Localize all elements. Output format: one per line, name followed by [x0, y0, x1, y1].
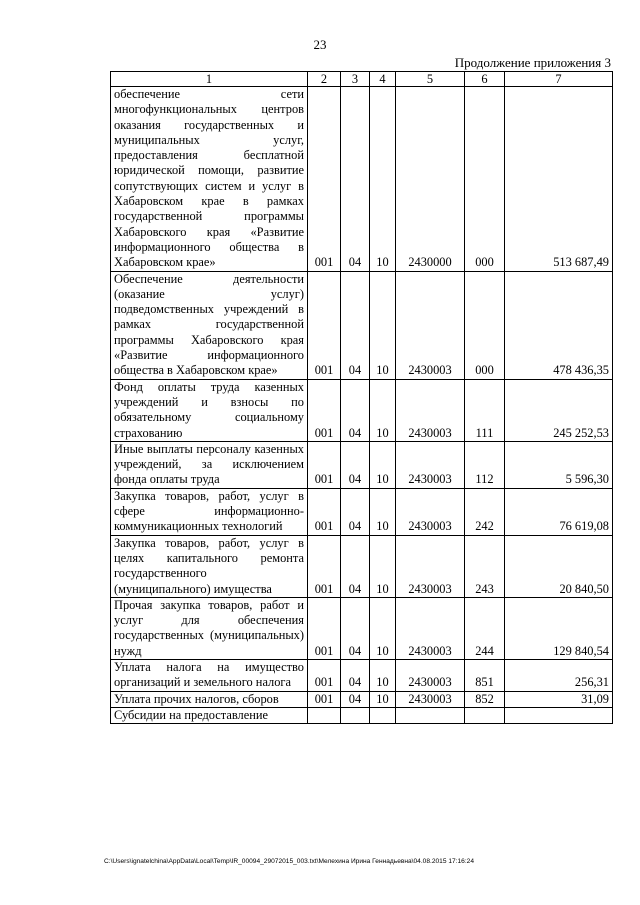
row-name: Закупка товаров, работ, услуг в сфере информационно-коммуникационных технологий [111, 488, 308, 535]
cell-amount: 256,31 [505, 659, 613, 691]
table-row [111, 488, 613, 535]
row-name: Субсидии на предоставление [111, 707, 308, 723]
cell-section: 04 [341, 659, 370, 691]
table-row [111, 87, 613, 272]
cell-ministry: 001 [308, 441, 341, 488]
cell-subsection: 10 [370, 87, 396, 272]
row-name: Закупка товаров, работ, услуг в целях капитального ремонта государственного (муниципального) имущества [111, 535, 308, 597]
cell-ministry: 001 [308, 535, 341, 597]
cell-section: 04 [341, 488, 370, 535]
cell-target: 2430003 [396, 691, 465, 707]
cell-amount: 20 840,50 [505, 535, 613, 597]
cell-amount: 245 252,53 [505, 379, 613, 441]
cell-target [396, 707, 465, 723]
column-header: 3 [341, 72, 370, 87]
cell-amount: 31,09 [505, 691, 613, 707]
cell-target: 2430003 [396, 535, 465, 597]
cell-amount: 76 619,08 [505, 488, 613, 535]
cell-section: 04 [341, 597, 370, 659]
cell-expense-type: 112 [465, 441, 505, 488]
column-header: 4 [370, 72, 396, 87]
column-header: 7 [505, 72, 613, 87]
cell-subsection: 10 [370, 691, 396, 707]
table-row [111, 659, 613, 691]
row-name: Уплата налога на имущество организаций и земельного налога [111, 659, 308, 691]
page-number: 23 [313, 37, 327, 52]
cell-ministry [308, 707, 341, 723]
cell-expense-type: 000 [465, 87, 505, 272]
table-row [111, 379, 613, 441]
cell-ministry: 001 [308, 87, 341, 272]
cell-expense-type [465, 707, 505, 723]
file-path-footer: C:\Users\ignatelchina\AppData\Local\Temp\IR_00094_29072015_003.txt\Мелехина Ирина Геннадьевна\04.08.2015 17:16:24 [104, 858, 475, 865]
cell-subsection: 10 [370, 659, 396, 691]
row-name: Обеспечение деятельности (оказание услуг) подведомственных учреждений в рамках государственной программы Хабаровского края «Развитие информационного общества в Хабаровском крае» [111, 271, 308, 379]
continuation-label: Продолжение приложения 3 [454, 55, 611, 70]
budget-table [110, 71, 613, 724]
table-row [111, 535, 613, 597]
column-header: 1 [111, 72, 308, 87]
cell-amount: 129 840,54 [505, 597, 613, 659]
cell-section: 04 [341, 691, 370, 707]
cell-target: 2430003 [396, 597, 465, 659]
column-header: 2 [308, 72, 341, 87]
cell-target: 2430003 [396, 379, 465, 441]
table-row [111, 271, 613, 379]
cell-subsection: 10 [370, 271, 396, 379]
cell-subsection [370, 707, 396, 723]
column-header: 6 [465, 72, 505, 87]
cell-expense-type: 111 [465, 379, 505, 441]
cell-expense-type: 244 [465, 597, 505, 659]
row-name: Фонд оплаты труда казенных учреждений и взносы по обязательному социальному страхованию [111, 379, 308, 441]
cell-section: 04 [341, 271, 370, 379]
cell-section: 04 [341, 87, 370, 272]
cell-ministry: 001 [308, 271, 341, 379]
cell-section: 04 [341, 379, 370, 441]
cell-amount: 513 687,49 [505, 87, 613, 272]
row-name: обеспечение сети многофункциональных центров оказания государственных и муниципальных услуг, предоставления бесплатной юридической помощи, развитие сопутствующих систем и услуг в Хабаровском крае в рамках государственной программы Хабаровского края «Развитие информационного общества в Хабаровском крае» [111, 87, 308, 272]
cell-subsection: 10 [370, 488, 396, 535]
row-name: Уплата прочих налогов, сборов [111, 691, 308, 707]
cell-target: 2430000 [396, 87, 465, 272]
cell-section [341, 707, 370, 723]
table-row [111, 691, 613, 707]
cell-section: 04 [341, 441, 370, 488]
cell-ministry: 001 [308, 379, 341, 441]
cell-subsection: 10 [370, 441, 396, 488]
cell-ministry: 001 [308, 488, 341, 535]
cell-subsection: 10 [370, 597, 396, 659]
cell-amount [505, 707, 613, 723]
table-row [111, 597, 613, 659]
cell-ministry: 001 [308, 659, 341, 691]
cell-target: 2430003 [396, 659, 465, 691]
cell-section: 04 [341, 535, 370, 597]
cell-target: 2430003 [396, 271, 465, 379]
cell-target: 2430003 [396, 488, 465, 535]
cell-target: 2430003 [396, 441, 465, 488]
cell-subsection: 10 [370, 535, 396, 597]
cell-expense-type: 243 [465, 535, 505, 597]
cell-expense-type: 852 [465, 691, 505, 707]
table-row [111, 707, 613, 723]
cell-expense-type: 851 [465, 659, 505, 691]
row-name: Прочая закупка товаров, работ и услуг для обеспечения государственных (муниципальных) нужд [111, 597, 308, 659]
cell-expense-type: 242 [465, 488, 505, 535]
cell-ministry: 001 [308, 691, 341, 707]
table-row [111, 441, 613, 488]
row-name: Иные выплаты персоналу казенных учреждений, за исключением фонда оплаты труда [111, 441, 308, 488]
cell-subsection: 10 [370, 379, 396, 441]
cell-amount: 478 436,35 [505, 271, 613, 379]
cell-amount: 5 596,30 [505, 441, 613, 488]
table-header-row [111, 72, 613, 87]
cell-ministry: 001 [308, 597, 341, 659]
column-header: 5 [396, 72, 465, 87]
cell-expense-type: 000 [465, 271, 505, 379]
